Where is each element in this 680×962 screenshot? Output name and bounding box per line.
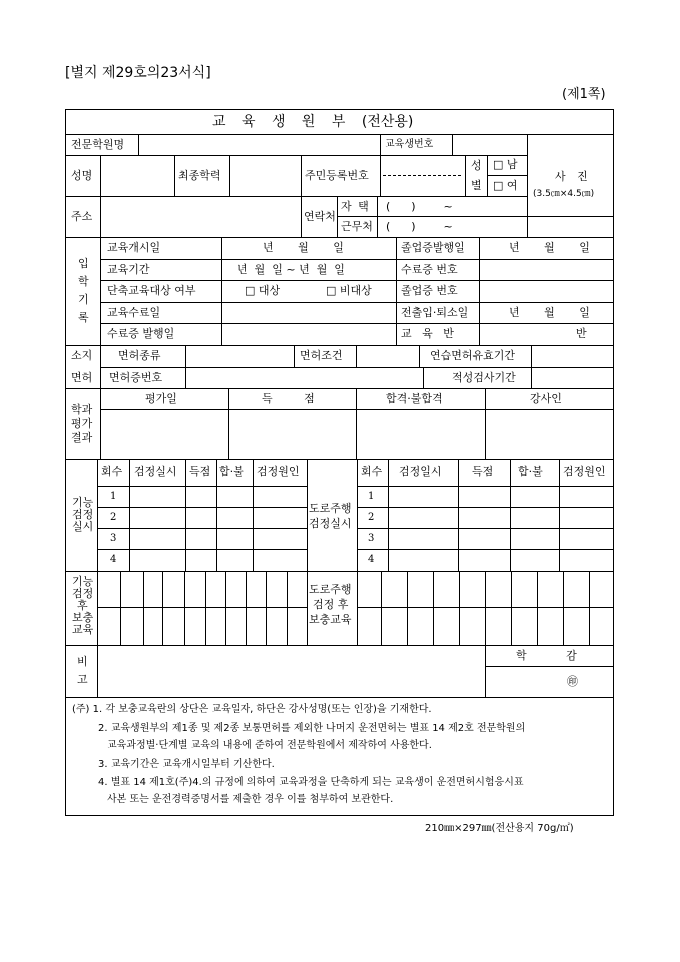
work-phone-label: 근무처	[341, 220, 373, 233]
name-label: 성명	[71, 169, 93, 182]
skill-round-3: 3	[110, 533, 117, 544]
shortened-course-yes-checkbox[interactable]: □ 대상	[245, 284, 281, 297]
diploma-number-label: 졸업증 번호	[401, 284, 458, 297]
skill-side-label-3: 실시	[72, 520, 94, 533]
note-2-line-1: 2. 교육생원부의 제1종 및 제2종 보통면허를 제외한 나머지 운전면허는 별표 14 제2호 전문학원의	[98, 723, 526, 734]
shortened-course-label: 단축교육대상 여부	[107, 284, 196, 297]
skill-test-date-header: 검정실시	[134, 465, 177, 478]
note-1: (주) 1. 각 보충교육란의 상단은 교육일자, 하단은 강사성명(또는 인장)을 기재한다.	[72, 704, 432, 715]
transfer-date-value: 년 월 일	[509, 306, 590, 319]
road-examiner-header: 검정원인	[563, 465, 606, 478]
start-date-value: 년 월 일	[263, 241, 344, 254]
transfer-date-label: 전출입·퇴소일	[401, 306, 469, 319]
road-supplement-label-3: 보충교육	[309, 613, 352, 626]
note-3: 3. 교육기간은 교육개시일부터 기산한다.	[98, 759, 275, 770]
academic-side-label-1: 학과	[71, 403, 93, 416]
gender-male-checkbox[interactable]: □ 남	[493, 158, 518, 171]
skill-side-label-1: 기능	[72, 496, 94, 509]
home-phone-field[interactable]: ( ) ~	[386, 200, 453, 213]
skill-round-1: 1	[110, 491, 117, 502]
education-period-label: 교육기간	[107, 263, 150, 276]
aptitude-test-period-label: 적성검사기간	[452, 371, 516, 384]
supplement-side-label-1: 기능	[72, 575, 94, 588]
academic-side-label-3: 결과	[71, 431, 93, 444]
road-score-header: 득점	[472, 465, 494, 478]
admission-side-label-4: 록	[78, 311, 89, 324]
skill-pass-fail-header: 합·불	[219, 465, 244, 478]
instructor-header: 강사인	[530, 392, 562, 405]
gender-female-checkbox[interactable]: □ 여	[493, 179, 518, 192]
road-supplement-label-1: 도로주행	[309, 583, 352, 596]
skill-round-2: 2	[110, 512, 117, 523]
supplement-side-label-3: 후	[77, 599, 88, 612]
gender-label-1: 성	[471, 159, 482, 172]
road-round-2: 2	[368, 512, 375, 523]
note-4-line-1: 4. 별표 14 제1호(주)4.의 규정에 의하여 교육과정을 단축하게 되는 교육생이 운전면허시험응시표	[98, 777, 524, 788]
photo-label: 사 진	[555, 170, 588, 183]
class-label: 교 육 반	[401, 327, 454, 340]
score-header: 득 점	[262, 392, 315, 405]
paper-spec-label: 210㎜×297㎜(전산용지 70g/㎡)	[425, 823, 574, 834]
admission-side-label-2: 학	[78, 275, 89, 288]
learner-permit-period-label: 연습면허유효기간	[430, 349, 516, 362]
admission-side-label-1: 입	[78, 257, 89, 270]
road-pass-fail-header: 합·불	[518, 465, 543, 478]
skill-side-label-2: 검정	[72, 508, 94, 521]
road-test-label-2: 검정실시	[309, 517, 352, 530]
cert-issue-date-label: 수료증 발행일	[107, 327, 175, 340]
road-round-header: 회수	[361, 465, 383, 478]
license-type-label: 면허종류	[118, 349, 161, 362]
seal-mark: ㊞	[567, 675, 578, 688]
supervision-label: 학 감	[516, 649, 577, 662]
address-label: 주소	[71, 210, 93, 223]
remarks-side-label-2: 고	[77, 673, 88, 686]
skill-round-header: 회수	[101, 465, 123, 478]
final-education-label: 최종학력	[178, 169, 221, 182]
skill-examiner-header: 검정원인	[257, 465, 300, 478]
note-4-line-2: 사본 또는 운전경력증명서를 제출한 경우 이를 첨부하여 보관한다.	[107, 794, 394, 805]
gender-label-2: 별	[471, 179, 482, 192]
completion-date-label: 교육수료일	[107, 306, 161, 319]
diploma-issue-date-label: 졸업증발행일	[401, 241, 465, 254]
home-phone-label: 자 택	[341, 200, 369, 213]
work-phone-field[interactable]: ( ) ~	[386, 220, 453, 233]
license-number-label: 면허증번호	[109, 371, 163, 384]
eval-date-header: 평가일	[145, 392, 177, 405]
road-test-label-1: 도로주행	[309, 502, 352, 515]
diploma-issue-date-value: 년 월 일	[509, 241, 590, 254]
supplement-side-label-2: 검정	[72, 587, 94, 600]
road-round-4: 4	[368, 554, 375, 565]
education-period-value: 년 월 일 ~ 년 월 일	[237, 263, 345, 276]
form-title: 교 육 생 원 부 (전산용)	[212, 114, 414, 130]
note-2-line-2: 교육과정별·단계별 교육의 내용에 준하여 전문학원에서 제작하여 사용한다.	[107, 740, 432, 751]
photo-size-label: (3.5㎝×4.5㎝)	[533, 189, 595, 199]
road-round-1: 1	[368, 491, 375, 502]
license-side-label-2: 면허	[71, 371, 93, 384]
license-side-label-1: 소지	[71, 349, 93, 362]
page-number-label: (제1쪽)	[562, 87, 606, 102]
student-number-label: 교육생번호	[385, 139, 434, 150]
start-date-label: 교육개시일	[107, 241, 161, 254]
road-test-date-header: 검정일시	[399, 465, 442, 478]
road-supplement-label-2: 검정 후	[313, 598, 349, 611]
class-value: 반	[576, 327, 587, 340]
skill-round-4: 4	[110, 554, 117, 565]
completion-cert-number-label: 수료증 번호	[401, 263, 458, 276]
resident-number-label: 주민등록번호	[305, 169, 369, 182]
academic-side-label-2: 평가	[71, 417, 93, 430]
license-condition-label: 면허조건	[300, 349, 343, 362]
road-round-3: 3	[368, 533, 375, 544]
remarks-side-label-1: 비	[77, 655, 88, 668]
supplement-side-label-5: 교육	[72, 623, 94, 636]
supplement-side-label-4: 보충	[72, 611, 94, 624]
shortened-course-no-checkbox[interactable]: □ 비대상	[326, 284, 372, 297]
skill-score-header: 득점	[189, 465, 211, 478]
form-number-label: [별지 제29호의23서식]	[65, 65, 211, 81]
pass-fail-header: 합격·불합격	[386, 392, 443, 405]
admission-side-label-3: 기	[78, 293, 89, 306]
contact-label: 연락처	[304, 210, 336, 223]
school-name-label: 전문학원명	[71, 138, 125, 151]
